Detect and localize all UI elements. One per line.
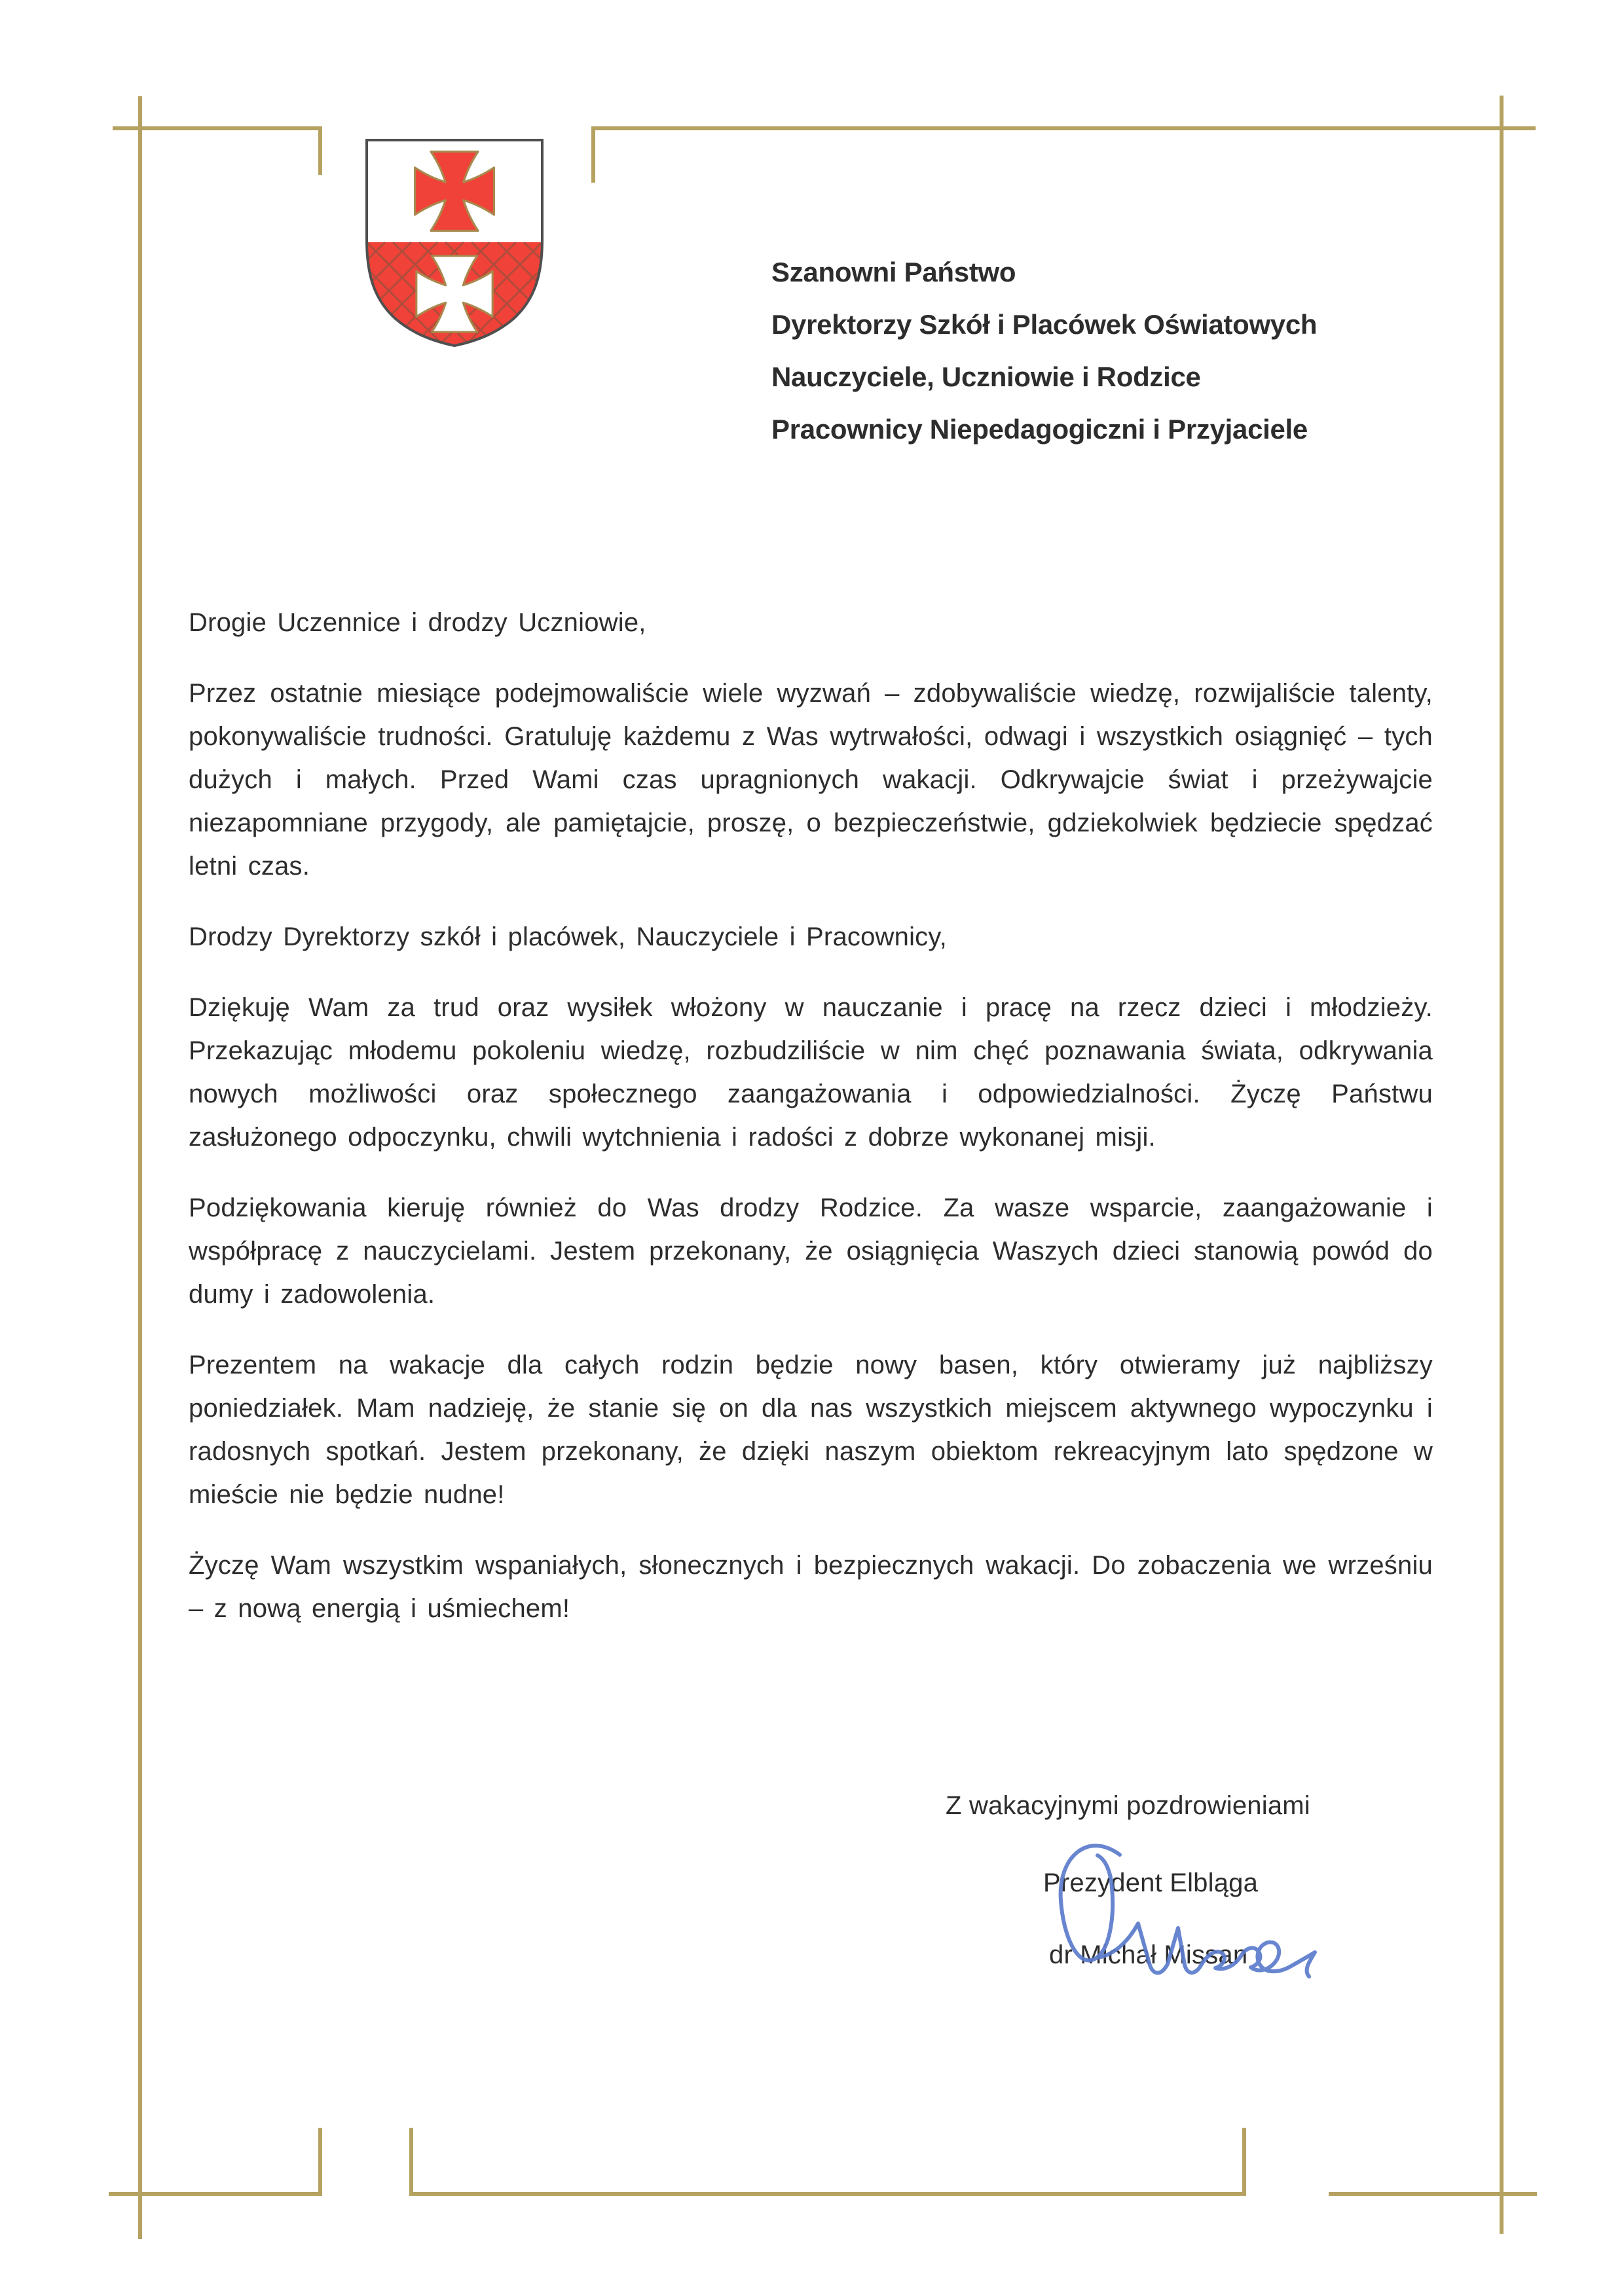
frame-top-line-right: [591, 126, 1536, 130]
frame-bottom-hook-3: [1242, 2128, 1246, 2196]
handwritten-signature-icon: [1022, 1825, 1329, 2002]
frame-bottom-hook-1: [318, 2128, 322, 2196]
paragraph-students: Przez ostatnie miesiące podejmowaliście wiele wyzwań – zdobywaliście wiedzę, rozwijaliście talenty, pokonywaliście trudności. Gratuluję każdemu z Was wytrwałości, odwagi i wszystkich osiągnięć – tych dużych i małych. Przed Wami czas upragnionych wakacji. Odkrywajcie świat i przeżywajcie niezapomniane przygody, ale pamiętajcie, proszę, o bezpieczeństwie, gdziekolwiek będziecie spędzać letni czas.: [189, 679, 1433, 881]
signer-title: Prezydent Elbląga: [1043, 1868, 1259, 1897]
salutation-staff: Drodzy Dyrektorzy szkół i placówek, Nauczyciele i Pracownicy,: [189, 922, 947, 951]
recipient-line: Szanowni Państwo: [771, 257, 1016, 287]
paragraph-wishes: Życzę Wam wszystkim wspaniałych, słonecznych i bezpiecznych wakacji. Do zobaczenia we wrześniu – z nową energią i uśmiechem!: [189, 1551, 1433, 1623]
frame-bottom-line-middle: [409, 2192, 1246, 2196]
frame-top-line-left: [113, 126, 322, 130]
recipient-line: Dyrektorzy Szkół i Placówek Oświatowych: [771, 309, 1318, 340]
signer-name: dr Michał Missan: [1049, 1941, 1248, 1969]
frame-bottom-line-left: [109, 2192, 322, 2196]
frame-top-right-hook: [591, 126, 595, 183]
recipient-block: [771, 246, 1317, 456]
signature-loop: [1061, 1846, 1120, 1960]
recipient-line: Pracownicy Niepedagogiczni i Przyjaciele: [771, 414, 1308, 445]
signature-letters: [1099, 1923, 1315, 1977]
frame-bottom-line-right: [1329, 2192, 1537, 2196]
valediction: Z wakacyjnymi pozdrowieniami: [946, 1791, 1310, 1820]
frame-left-line: [138, 96, 142, 2239]
elblag-coat-of-arms-icon: [361, 135, 547, 351]
frame-right-line: [1500, 96, 1504, 2234]
recipient-line: Nauczyciele, Uczniowie i Rodzice: [771, 361, 1201, 392]
paragraph-parents: Podziękowania kieruję również do Was drodzy Rodzice. Za wasze wsparcie, zaangażowanie i współpracę z nauczycielami. Jestem przekonany, że osiągnięcia Waszych dzieci stanowią powód do dumy i zadowolenia.: [189, 1194, 1433, 1309]
paragraph-staff: Dziękuję Wam za trud oraz wysiłek włożony w nauczanie i pracę na rzecz dzieci i młodzieży. Przekazując młodemu pokoleniu wiedzę, rozbudziliście w nim chęć poznawania świata, odkrywania nowych możliwości oraz społecznego zaangażowania i odpowiedzialności. Życzę Państwu zasłużonego odpoczynku, chwili wytchnienia i radości z dobrze wykonanej misji.: [189, 993, 1433, 1152]
letter-body: [189, 601, 1433, 1658]
paragraph-pool: Prezentem na wakacje dla całych rodzin będzie nowy basen, który otwieramy już najbliższy poniedziałek. Mam nadzieję, że stanie się on dla nas wszystkich miejscem aktywnego wypoczynku i radosnych spotkań. Jestem przekonany, że dzięki naszym obiektom rekreacyjnym lato spędzone w mieście nie będzie nudne!: [189, 1351, 1433, 1509]
frame-top-left-hook: [318, 126, 322, 175]
salutation-students: Drogie Uczennice i drodzy Uczniowie,: [189, 608, 646, 637]
frame-bottom-hook-2: [409, 2128, 413, 2196]
